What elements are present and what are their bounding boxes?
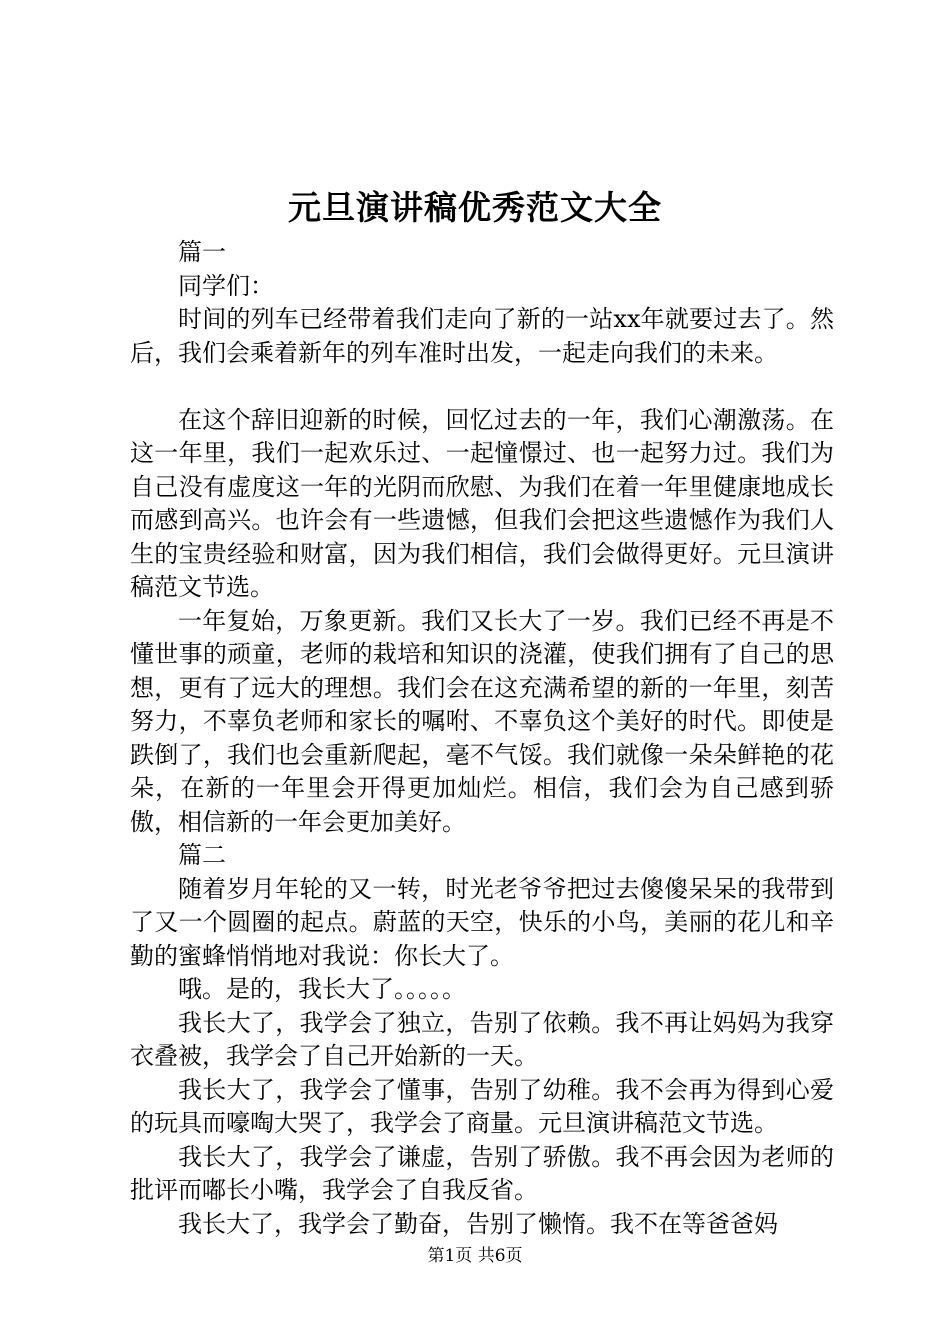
section-heading-1: 篇一 (178, 238, 226, 266)
paragraph: 我长大了，我学会了谦虚，告别了骄傲。我不再会因为老师的批评而嘟长小嘴，我学会了自我反省。 (130, 1142, 834, 1204)
paragraph: 哦。是的，我长大了。。。。。 (178, 975, 466, 1003)
paragraph: 我长大了，我学会了勤奋，告别了懒惰。我不在等爸爸妈 (178, 1209, 778, 1238)
paragraph: 我长大了，我学会了懂事，告别了幼稚。我不会再为得到心爱的玩具而嚎啕大哭了，我学会了商量。元旦演讲稿范文节选。 (130, 1075, 834, 1137)
page-footer: 第1页 共6页 (427, 1246, 523, 1266)
paragraph: 时间的列车已经带着我们走向了新的一站xx年就要过去了。然后，我们会乘着新年的列车准时出发，一起走向我们的未来。 (130, 305, 834, 367)
document-body (130, 236, 834, 1241)
paragraph: 随着岁月年轮的又一转，时光老爷爷把过去傻傻呆呆的我带到了又一个圆圈的起点。蔚蓝的天空，快乐的小鸟，美丽的花儿和辛勤的蜜蜂悄悄地对我说：你长大了。 (130, 874, 834, 970)
section-heading-2: 篇二 (178, 841, 226, 869)
document-title: 元旦演讲稿优秀范文大全 (288, 188, 662, 227)
salutation: 同学们： (178, 271, 274, 300)
paragraph: 一年复始，万象更新。我们又长大了一岁。我们已经不再是不懂世事的顽童，老师的栽培和知识的浇灌，使我们拥有了自己的思想，更有了远大的理想。我们会在这充满希望的新的一年里，刻苦努力，不辜负老师和家长的嘱咐、不辜负这个美好的时代。即使是跌倒了，我们也会重新爬起，毫不气馁。我们就像一朵朵鲜艳的花朵，在新的一年里会开得更加灿烂。相信，我们会为自己感到骄傲，相信新的一年会更加美好。 (130, 606, 834, 836)
paragraph: 在这个辞旧迎新的时候，回忆过去的一年，我们心潮激荡。在这一年里，我们一起欢乐过、一起憧憬过、也一起努力过。我们为自己没有虚度这一年的光阴而欣慰、为我们在着一年里健康地成长而感到高兴。也许会有一些遗憾，但我们会把这些遗憾作为我们人生的宝贵经验和财富，因为我们相信，我们会做得更好。元旦演讲稿范文节选。 (130, 405, 834, 601)
paragraph: 我长大了，我学会了独立，告别了依赖。我不再让妈妈为我穿衣叠被，我学会了自己开始新的一天。 (130, 1008, 834, 1070)
